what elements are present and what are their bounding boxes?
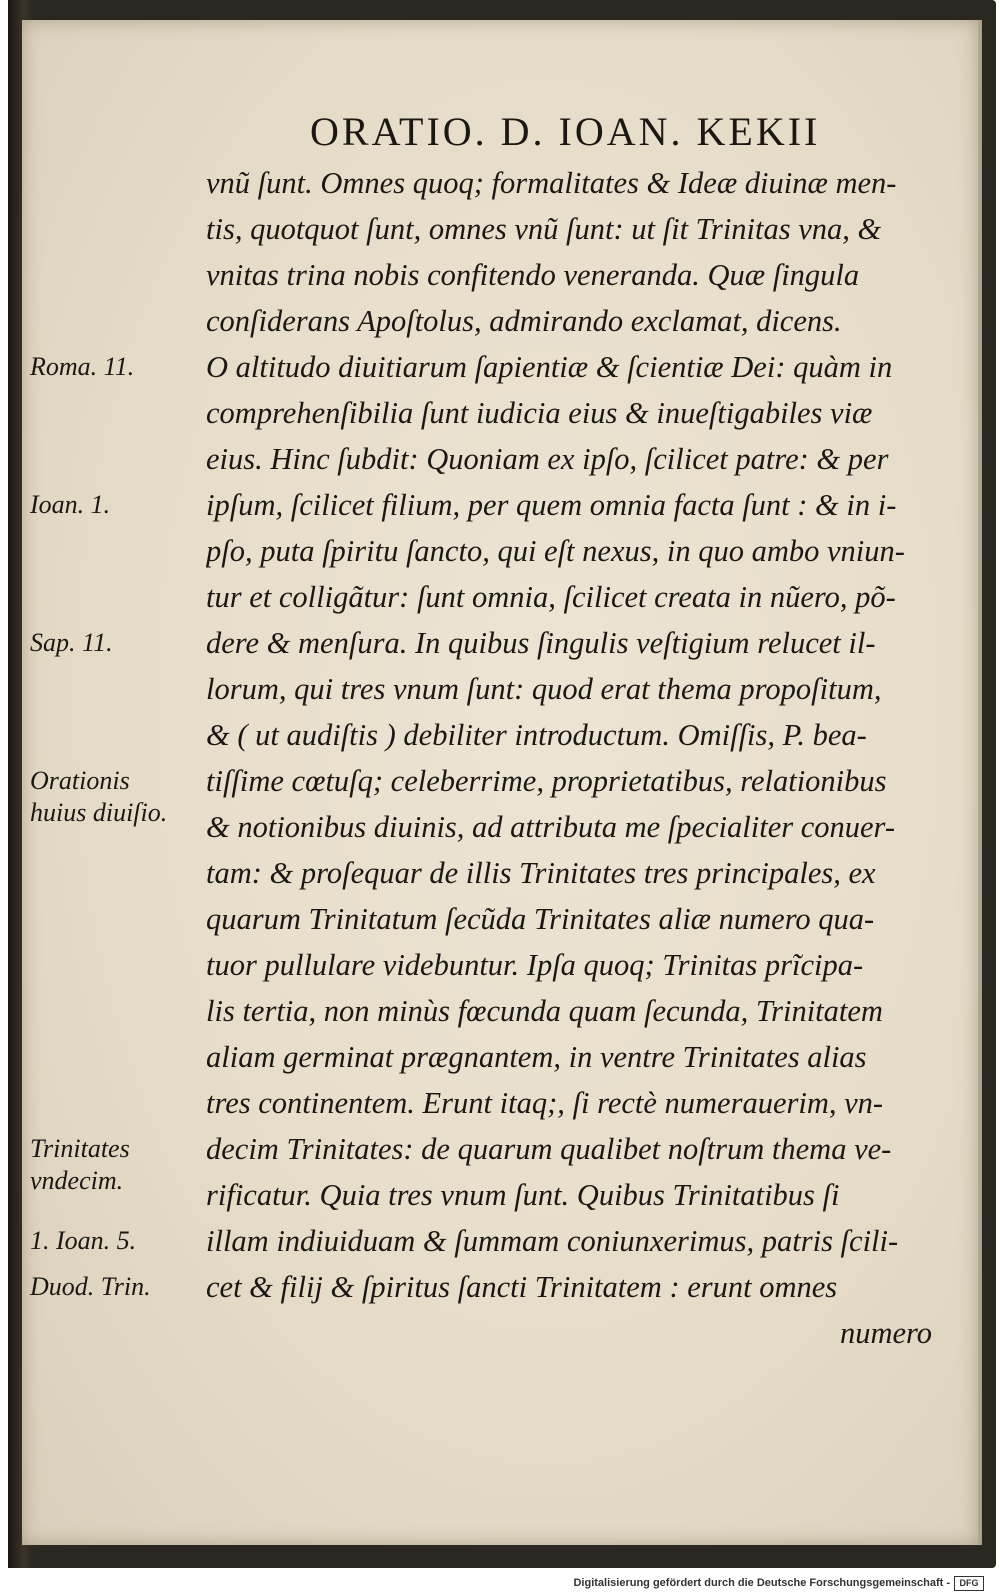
text-line: rificatur. Quia tres vnum ſunt. Quibus Trinitatibus ſi <box>206 1178 840 1212</box>
margin-notes <box>30 0 205 1568</box>
margin-note-line: Ioan. 1. <box>30 490 111 519</box>
text-line: vnitas trina nobis confitendo veneranda. Quæ ſingula <box>206 258 860 292</box>
text-line: tiſſime cœtuſq; celeberrime, proprietatibus, relationibus <box>206 764 887 798</box>
margin-note-trinitates <box>30 1133 130 1197</box>
margin-note-sap <box>30 627 113 659</box>
margin-note-ioan5 <box>30 1225 136 1257</box>
text-line: dere & menſura. In quibus ſingulis veſtigium relucet il- <box>206 626 876 660</box>
text-line: & ( ut audiſtis ) debiliter introductum. Omiſſis, P. bea- <box>206 718 867 752</box>
text-line: illam indiuiduam & ſummam coniunxerimus, patris ſcili- <box>206 1224 899 1258</box>
margin-note-line: Duod. Trin. <box>30 1272 151 1301</box>
margin-note-line: vndecim. <box>30 1166 124 1195</box>
margin-note-line: Trinitates <box>30 1134 130 1163</box>
margin-note-line: Orationis <box>30 766 130 795</box>
text-line: numero <box>839 1316 932 1350</box>
text-line: pſo, puta ſpiritu ſancto, qui eſt nexus, in quo ambo vniun- <box>206 534 905 568</box>
text-line: O altitudo diuitiarum ſapientiæ & ſcientiæ Dei: quàm in <box>206 350 893 384</box>
text-line: tuor pullulare videbuntur. Ipſa quoq; Trinitas prĩcipa- <box>206 948 864 982</box>
running-head: ORATIO. D. IOAN. KEKII <box>310 109 821 154</box>
text-line: lorum, qui tres vnum ſunt: quod erat thema propoſitum, <box>206 672 882 706</box>
margin-note-ioan1 <box>30 489 110 521</box>
margin-note-line: Roma. 11. <box>30 352 135 381</box>
margin-note-divisio <box>30 765 167 829</box>
text-line: aliam germinat prægnantem, in ventre Trinitates alias <box>206 1040 867 1074</box>
text-line: & notionibus diuinis, ad attributa me ſpecialiter conuer- <box>206 810 895 844</box>
footer-credit: Digitalisierung gefördert durch die Deutsche Forschungsgemeinschaft - <box>573 1577 950 1589</box>
margin-note-roma <box>30 351 134 383</box>
margin-note-line: 1. Ioan. 5. <box>30 1226 137 1255</box>
text-line: lis tertia, non minùs fœcunda quam ſecunda, Trinitatem <box>206 994 883 1028</box>
text-line: conſiderans Apoſtolus, admirando exclamat, dicens. <box>206 304 842 338</box>
margin-note-line: Sap. 11. <box>30 628 113 657</box>
text-line: tis, quotquot ſunt, omnes vnũ ſunt: ut ſit Trinitas vna, & <box>206 212 882 246</box>
margin-note-line: huius diuiſio. <box>30 798 168 827</box>
dfg-logo-icon: DFG <box>954 1576 984 1591</box>
body-text <box>206 160 936 1356</box>
text-line: vnũ ſunt. Omnes quoq; formalitates & Ideæ diuinæ men- <box>206 166 897 200</box>
text-line: tres continentem. Erunt itaq;, ſi rectè numerauerim, vn- <box>206 1086 884 1120</box>
text-line: tur et colligãtur: ſunt omnia, ſcilicet creata in nũero, põ- <box>206 580 896 614</box>
text-line: ipſum, ſcilicet filium, per quem omnia facta ſunt : & in i- <box>206 488 897 522</box>
text-line: quarum Trinitatum ſecũda Trinitates aliæ numero qua- <box>206 902 875 936</box>
text-line: comprehenſibilia ſunt iudicia eius & inueſtigabiles viæ <box>206 396 873 430</box>
text-line: eius. Hinc ſubdit: Quoniam ex ipſo, ſcilicet patre: & per <box>206 442 889 476</box>
margin-note-duod <box>30 1271 151 1303</box>
text-line: cet & filij & ſpiritus ſancti Trinitatem : erunt omnes <box>206 1270 838 1304</box>
text-line: decim Trinitates: de quarum qualibet noſtrum thema ve- <box>206 1132 892 1166</box>
text-line: tam: & proſequar de illis Trinitates tres principales, ex <box>206 856 876 890</box>
